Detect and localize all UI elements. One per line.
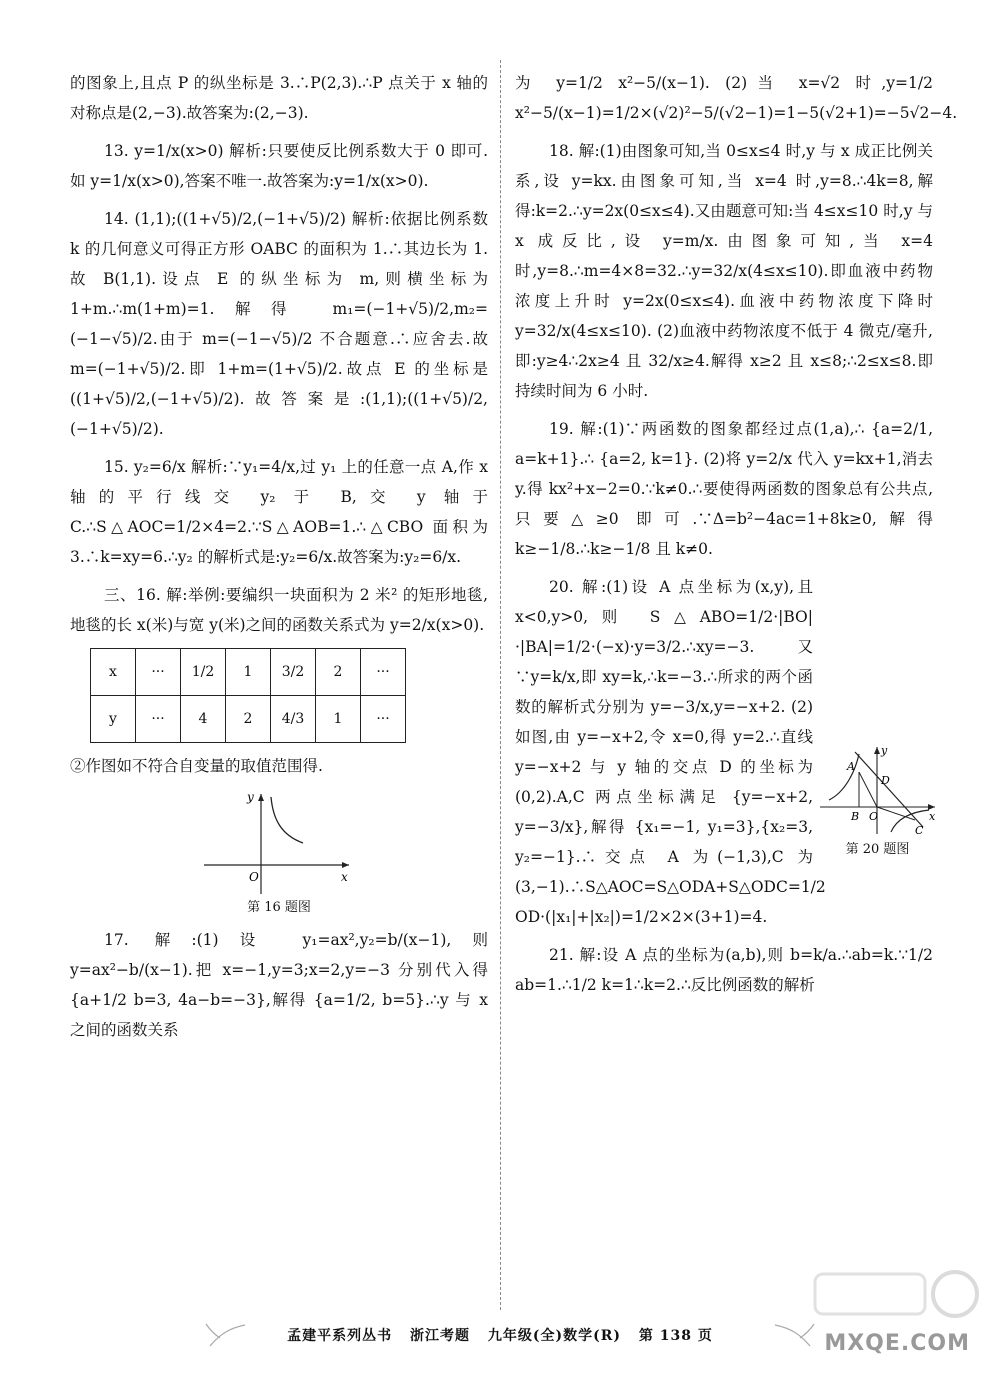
- table-cell: 4/3: [271, 696, 316, 743]
- x-axis-arrow-icon: [342, 862, 349, 868]
- table-cell: ···: [361, 696, 406, 743]
- fig20-label-A: A: [847, 760, 855, 773]
- table-cell: 2: [316, 649, 361, 696]
- axis-label-x: x: [341, 870, 348, 884]
- fig20-label-y: y: [881, 744, 888, 757]
- table-cell: 4: [181, 696, 226, 743]
- segment-OC: [877, 807, 915, 820]
- fig20-label-O: O: [869, 810, 879, 823]
- fig20-label-C: C: [915, 824, 924, 837]
- table-cell: y: [91, 696, 136, 743]
- footer-series: 孟建平系列丛书: [287, 1328, 393, 1344]
- table-cell: 1: [316, 696, 361, 743]
- segment-AO: [859, 772, 877, 807]
- line-y-neg-x-plus-2: [855, 752, 923, 827]
- footer-title: 浙江考题: [410, 1328, 470, 1344]
- q16-answer: 三、16. 解:举例:要编织一块面积为 2 米² 的矩形地毯,地毯的长 x(米)与宽 y(米)之间的函数关系式为 y=2/x(x>0).: [70, 586, 488, 634]
- q16-figure-caption: 第 16 题图: [247, 900, 311, 915]
- fig20-label-B: B: [851, 810, 860, 823]
- q14-answer: 14. (1,1);((1+√5)/2,(−1+√5)/2) 解析:依据比例系数 k 的几何意义可得正方形 OABC 的面积为 1.∴其边长为 1.故 B(1,1).设点 E 的纵坐标为 m,则横坐标为 1+m.∴m(1+m)=1.解得 m₁=(−1+√5)/2,m₂=(−1−√5)/2.由于 m=(−1−√5)/2 不合题意.∴应舍去.故 m=(−1+√5)/2.即 1+m=(1+√5)/2.故点 E 的坐标是((1+√5)/2,(−1+√5)/2).故答案是:(1,1);((1+√5)/2,(−1+√5)/2).: [70, 210, 488, 438]
- footer-grade: 九年级(全)数学(R): [487, 1328, 622, 1344]
- q16-graph: [199, 789, 359, 899]
- table-cell: ···: [361, 649, 406, 696]
- table-cell: 1/2: [181, 649, 226, 696]
- q13-answer: 13. y=1/x(x>0) 解析:只要使反比例系数大于 0 即可.如 y=1/x(x>0),答案不唯一.故答案为:y=1/x(x>0).: [70, 142, 488, 190]
- left-column: [70, 68, 488, 1053]
- q20-figure: [815, 742, 940, 867]
- table-cell: 2: [226, 696, 271, 743]
- q20-graph: [815, 742, 940, 837]
- q19-answer: 19. 解:(1)∵两函数的图象都经过点(1,a),∴ {a=2/1, a=k+1}.∴ {a=2, k=1}. (2)将 y=2/x 代入 y=kx+1,消去 y.得 kx²+x−2=0.∵k≠0.∴要使得两函数的图象总有公共点,只要△≥0 即可.∵Δ=b²−4ac=1+8k≥0,解得 k≥−1/8.∴k≥−1/8 且 k≠0.: [515, 420, 933, 558]
- q21-answer: 21. 解:设 A 点的坐标为(a,b),则 b=k/a.∴ab=k.∵1/2 ab=1.∴1/2 k=1∴k=2.∴反比例函数的解析: [515, 946, 933, 994]
- q17-tail: 为 y=1/2 x²−5/(x−1). (2)当 x=√2 时,y=1/2 x²−5/(x−1)=1/2×(√2)²−5/(√2−1)=1−5(√2+1)=−5√2−4.: [515, 74, 958, 122]
- q12-tail: 的图象上,且点 P 的纵坐标是 3.∴P(2,3).∴P 点关于 x 轴的对称点是(2,−3).故答案为:(2,−3).: [70, 74, 488, 122]
- fig20-label-x: x: [929, 810, 936, 823]
- axis-label-y: y: [247, 790, 254, 804]
- q17-answer: 17. 解:(1)设 y₁=ax²,y₂=b/(x−1),则 y=ax²−b/(x−1).把 x=−1,y=3;x=2,y=−3 分别代入得 {a+1/2 b=3, 4a−b=−3},解得 {a=1/2, b=5}.∴y 与 x 之间的函数关系: [70, 931, 488, 1039]
- table-cell: x: [91, 649, 136, 696]
- table-cell: ···: [136, 696, 181, 743]
- right-column: [515, 68, 958, 1008]
- q20-answer: 20. 解:(1)设 A 点坐标为(x,y),且 x<0,y>0,则 S△ABO=1/2·|BO|·|BA|=1/2·(−x)·y=3/2.∴xy=−3.又∵y=k/x,即 xy=k,∴k=−3.∴所求的两个函数的解析式分别为 y=−3/x,y=−x+2. (2)如图,由 y=−x+2,令 x=0,得 y=2.∴直线 y=−x+2 与 y 轴的交点 D 的坐标为(0,2).A,C 两点坐标满足 {y=−x+2, y=−3/x},解得 {x₁=−1, y₁=3},{x₂=3, y₂=−1}.∴交点 A 为(−1,3),C 为(3,−1).∴S△AOC=S△ODA+S△ODC=1/2 OD·(|x₁|+|x₂|)=1/2×2×(3+1)=4.: [515, 578, 826, 926]
- q16-value-table: [90, 648, 406, 743]
- table-cell: ···: [136, 649, 181, 696]
- y-axis-arrow-icon: [874, 747, 880, 754]
- origin-label: O: [249, 870, 259, 884]
- table-cell: 3/2: [271, 649, 316, 696]
- q20-figure-caption: 第 20 题图: [845, 842, 910, 857]
- fig20-label-D: D: [881, 774, 890, 787]
- q16-note: ②作图如不符合自变量的取值范围得.: [70, 757, 323, 775]
- hyperbola-curve: [271, 797, 303, 843]
- table-row-x: [91, 649, 406, 696]
- table-cell: 1: [226, 649, 271, 696]
- y-axis-arrow-icon: [258, 794, 264, 801]
- footer-page-number: 第 138 页: [638, 1328, 713, 1344]
- column-divider: [500, 60, 501, 1310]
- table-row-y: [91, 696, 406, 743]
- q15-answer: 15. y₂=6/x 解析:∵y₁=4/x,过 y₁ 上的任意一点 A,作 x 轴的平行线交 y₂ 于 B,交 y 轴于 C.∴S△AOC=1/2×4=2.∵S△AOB=1.∴△CBO 面积为 3.∴k=xy=6.∴y₂ 的解析式是:y₂=6/x.故答案为:y₂=6/x.: [70, 458, 488, 566]
- watermark-text: MXQE.COM: [824, 1331, 970, 1356]
- q18-answer: 18. 解:(1)由图象可知,当 0≤x≤4 时,y 与 x 成正比例关系,设 y=kx.由图象可知,当 x=4 时,y=8.∴4k=8,解得:k=2.∴y=2x(0≤x≤4).又由题意可知:当 4≤x≤10 时,y 与 x 成反比,设 y=m/x.由图象可知,当 x=4 时,y=8.∴m=4×8=32.∴y=32/x(4≤x≤10).即血液中药物浓度上升时 y=2x(0≤x≤4).血液中药物浓度下降时 y=32/x(4≤x≤10). (2)血液中药物浓度不低于 4 微克/毫升,即:y≥4∴2x≥4 且 32/x≥4.解得 x≥2 且 x≤8;∴2≤x≤8.即持续时间为 6 小时.: [515, 142, 933, 400]
